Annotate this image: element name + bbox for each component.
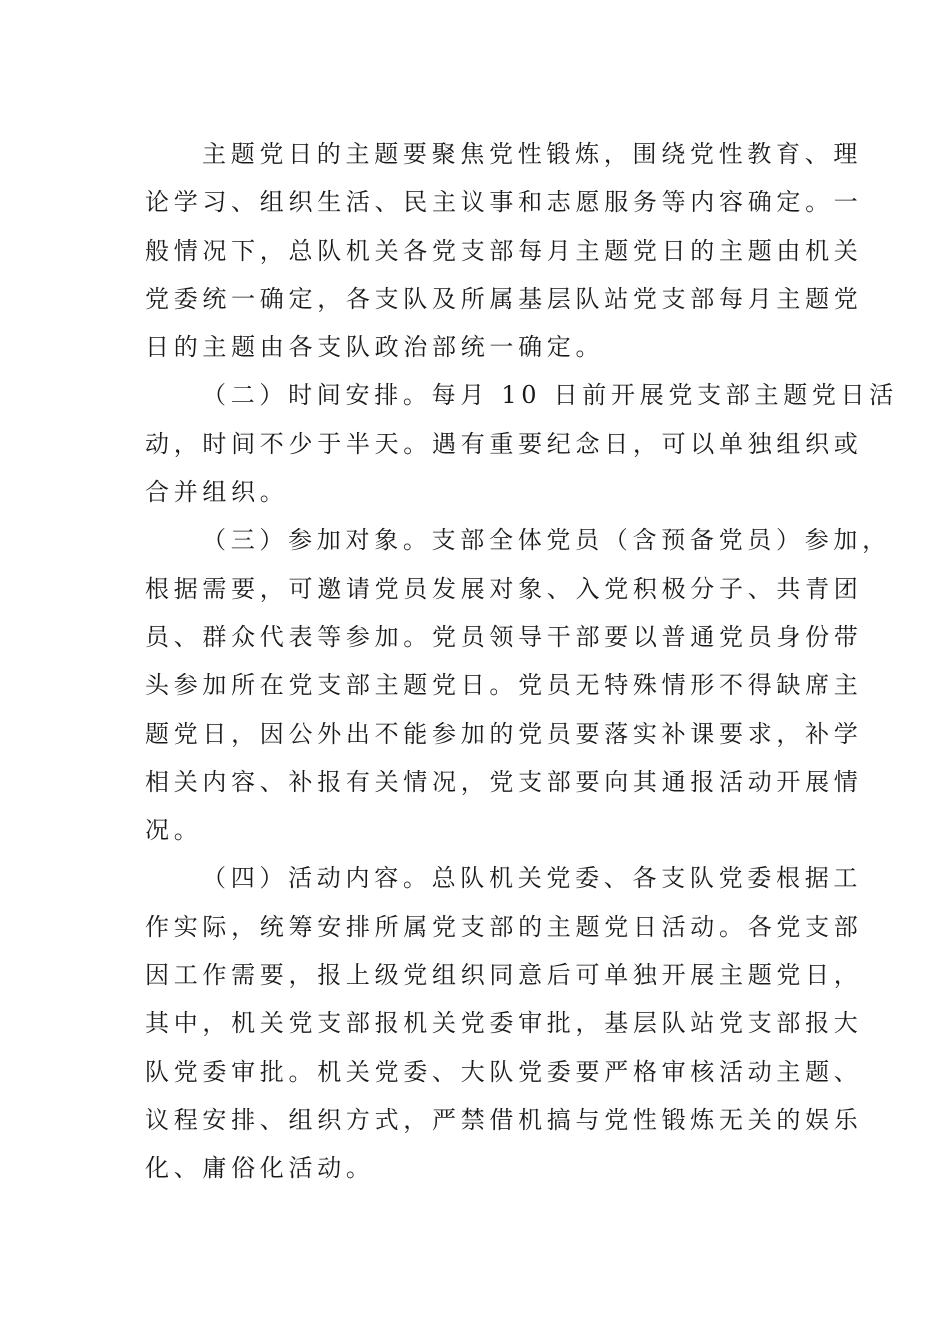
document-body <box>145 130 898 1193</box>
text-line: 头参加所在党支部主题党日。党员无特殊情形不得缺席主 <box>145 671 863 700</box>
text-line: 论学习、组织生活、民主议事和志愿服务等内容确定。一 <box>145 188 863 217</box>
text-line: 题党日，因公外出不能参加的党员要落实补课要求，补学 <box>145 719 863 748</box>
text-line: 主题党日的主题要聚焦党性锻炼，围绕党性教育、理 <box>202 140 863 168</box>
text-line: 动，时间不少于半天。遇有重要纪念日，可以单独组织或 <box>145 429 863 458</box>
text-line: 员、群众代表等参加。党员领导干部要以普通党员身份带 <box>145 622 863 651</box>
text-line: 相关内容、补报有关情况，党支部要向其通报活动开展情 <box>145 767 863 796</box>
text-line: 根据需要，可邀请党员发展对象、入党积极分子、共青团 <box>145 574 863 603</box>
text-line: 合并组织。 <box>145 478 289 507</box>
text-line: 况。 <box>145 816 203 845</box>
text-line: 党委统一确定，各支队及所属基层队站党支部每月主题党 <box>145 284 863 313</box>
text-line: （二）时间安排。每月 10 日前开展党支部主题党日活 <box>202 381 898 410</box>
paragraph-theme <box>145 130 863 371</box>
text-line: 队党委审批。机关党委、大队党委要严格审核活动主题、 <box>145 1057 863 1086</box>
text-line: 日的主题由各支队政治部统一确定。 <box>145 333 605 362</box>
paragraph-time-arrangement <box>145 371 898 516</box>
text-line: 化、庸俗化活动。 <box>145 1154 375 1183</box>
text-line: 般情况下，总队机关各党支部每月主题党日的主题由机关 <box>145 236 863 265</box>
text-line: 议程安排、组织方式，严禁借机搞与党性锻炼无关的娱乐 <box>145 1105 863 1134</box>
text-line: 因工作需要，报上级党组织同意后可单独开展主题党日， <box>145 961 863 990</box>
paragraph-participants <box>145 516 891 854</box>
text-line: 作实际，统筹安排所属党支部的主题党日活动。各党支部 <box>145 912 863 941</box>
paragraph-activity-content <box>145 854 863 1192</box>
text-line: 其中，机关党支部报机关党委审批，基层队站党支部报大 <box>145 1009 863 1038</box>
text-line: （四）活动内容。总队机关党委、各支队党委根据工 <box>202 864 863 893</box>
text-line: （三）参加对象。支部全体党员（含预备党员）参加， <box>202 526 891 555</box>
